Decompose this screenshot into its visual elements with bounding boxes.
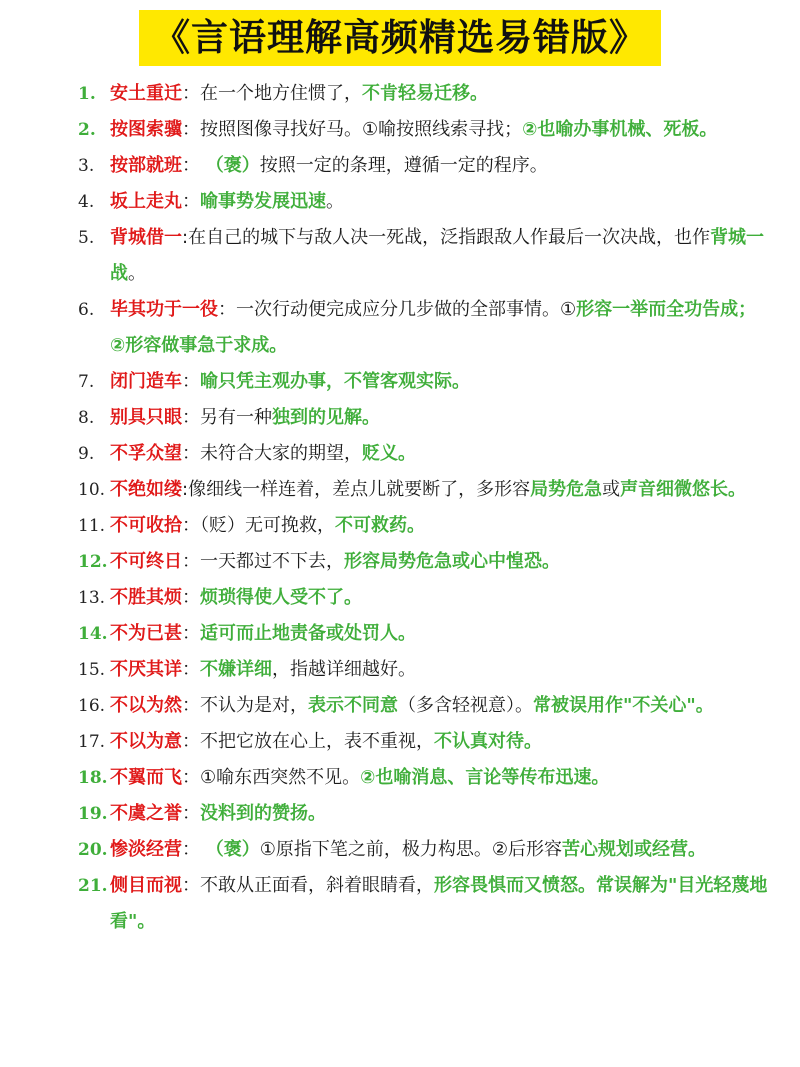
item-number: 6. — [78, 300, 95, 320]
list-item — [78, 688, 770, 724]
idiom-term: 不绝如缕 — [110, 479, 182, 500]
item-text — [110, 544, 770, 580]
list-item — [78, 760, 770, 796]
item-text — [110, 688, 770, 724]
item-text — [110, 184, 770, 220]
definition-text: ： — [182, 587, 200, 608]
idiom-term: 侧目而视 — [110, 875, 182, 896]
item-text — [110, 652, 770, 688]
highlight-text: （褒） — [205, 155, 260, 176]
item-number: 8. — [78, 408, 95, 428]
highlight-text: 喻只凭主观办事，不管客观实际。 — [200, 371, 470, 392]
idiom-term: 不虞之誉 — [110, 803, 182, 824]
idiom-term: 不翼而飞 — [110, 767, 182, 788]
idiom-term: 不孚众望 — [110, 443, 182, 464]
definition-text: ： — [182, 839, 206, 860]
item-number: 1. — [78, 84, 96, 104]
definition-text: ：（贬）无可挽救， — [182, 515, 335, 536]
idiom-term: 坂上走丸 — [110, 191, 182, 212]
idiom-term: 不可收拾 — [110, 515, 182, 536]
idiom-term: 惨淡经营 — [110, 839, 182, 860]
list-item — [78, 544, 770, 580]
highlight-text: 形容一举而全功告成；②形容做事急于求成。 — [110, 299, 757, 356]
list-item — [78, 184, 770, 220]
list-item — [78, 112, 770, 148]
item-text — [110, 508, 770, 544]
idiom-term: 毕其功于一役 — [110, 299, 218, 320]
highlight-text: 贬义。 — [362, 443, 416, 464]
highlight-text: 背城一战 — [110, 227, 765, 284]
highlight-text: 不认真对待。 — [434, 731, 542, 752]
list-item — [78, 76, 770, 112]
highlight-text: 喻事势发展迅速 — [200, 191, 326, 212]
item-number: 4. — [78, 192, 95, 212]
highlight-text: 声音细微悠长。 — [620, 479, 747, 500]
list-item — [78, 652, 770, 688]
highlight-text: 苦心规划或经营。 — [562, 839, 707, 860]
item-number: 16. — [78, 696, 106, 716]
item-number: 2. — [78, 120, 96, 140]
item-number: 21. — [78, 876, 108, 896]
definition-text: （多含轻视意）。 — [398, 695, 533, 716]
item-text — [110, 112, 770, 148]
definition-text: ：不把它放在心上，表不重视， — [182, 731, 434, 752]
highlight-text: 适可而止地责备或处罚人。 — [200, 623, 416, 644]
definition-text: ：不认为是对， — [182, 695, 308, 716]
idiom-term: 闭门造车 — [110, 371, 182, 392]
highlight-text: 形容局势危急或心中惶恐。 — [344, 551, 560, 572]
item-number: 10. — [78, 480, 106, 500]
highlight-text: 常被误用作"不关心"。 — [533, 695, 714, 716]
idiom-term: 按图索骥 — [110, 119, 182, 140]
definition-text: 。 — [326, 191, 344, 212]
definition-text: ：按照图像寻找好马。①喻按照线索寻找； — [182, 119, 523, 140]
idiom-term: 背城借一 — [110, 227, 182, 248]
definition-text: ①原指下笔之前，极力构思。②后形容 — [259, 839, 563, 860]
item-number: 13. — [78, 588, 106, 608]
definition-text: ，指越详细越好。 — [272, 659, 416, 680]
item-number: 18. — [78, 768, 108, 788]
definition-text: ： — [182, 623, 200, 644]
definition-text: ： — [182, 155, 206, 176]
item-text — [110, 472, 770, 508]
item-text — [110, 220, 770, 292]
item-number: 9. — [78, 444, 95, 464]
definition-text: ：①喻东西突然不见。 — [182, 767, 361, 788]
definition-text: :在自己的城下与敌人决一死战，泛指跟敌人作最后一次决战，也作 — [182, 227, 711, 248]
highlight-text: 表示不同意 — [308, 695, 398, 716]
item-text — [110, 760, 770, 796]
highlight-text: 没料到的赞扬。 — [200, 803, 326, 824]
highlight-text: 独到的见解。 — [272, 407, 380, 428]
item-number: 5. — [78, 228, 95, 248]
item-text — [110, 580, 770, 616]
item-text — [110, 832, 770, 868]
page-title: 《言语理解高频精选易错版》 — [139, 10, 661, 66]
idiom-list — [0, 76, 800, 940]
list-item — [78, 292, 770, 364]
idiom-term: 不厌其详 — [110, 659, 182, 680]
list-item — [78, 400, 770, 436]
definition-text: ：一天都过不下去， — [182, 551, 344, 572]
highlight-text: 局势危急 — [530, 479, 603, 500]
list-item — [78, 616, 770, 652]
list-item — [78, 364, 770, 400]
highlight-text: 不可救药。 — [335, 515, 425, 536]
highlight-text: 不肯轻易迁移。 — [362, 83, 488, 104]
idiom-term: 不为已甚 — [110, 623, 182, 644]
highlight-text: 形容畏惧而又愤怒。常误解为"目光轻蔑地看"。 — [110, 875, 768, 932]
definition-text: ：在一个地方住惯了， — [182, 83, 362, 104]
highlight-text: ②也喻办事机械、死板。 — [522, 119, 718, 140]
item-number: 3. — [78, 156, 95, 176]
item-text — [110, 868, 770, 940]
definition-text: ：不敢从正面看，斜着眼睛看， — [182, 875, 434, 896]
list-item — [78, 580, 770, 616]
list-item — [78, 868, 770, 940]
item-number: 7. — [78, 372, 95, 392]
list-item — [78, 832, 770, 868]
item-number: 11. — [78, 516, 106, 536]
title-wrap — [0, 0, 800, 70]
definition-text: ：一次行动便完成应分几步做的全部事情。① — [218, 299, 577, 320]
definition-text: :像细线一样连着，差点儿就要断了，多形容 — [182, 479, 531, 500]
list-item — [78, 472, 770, 508]
list-item — [78, 724, 770, 760]
definition-text: ： — [182, 191, 200, 212]
item-text — [110, 292, 770, 364]
item-text — [110, 616, 770, 652]
list-item — [78, 148, 770, 184]
item-number: 14. — [78, 624, 108, 644]
highlight-text: 烦琐得使人受不了。 — [200, 587, 362, 608]
idiom-term: 不可终日 — [110, 551, 182, 572]
idiom-term: 别具只眼 — [110, 407, 182, 428]
list-item — [78, 436, 770, 472]
definition-text: 按照一定的条理，遵循一定的程序。 — [259, 155, 548, 176]
definition-text: ： — [182, 803, 200, 824]
definition-text: 或 — [602, 479, 621, 500]
idiom-term: 按部就班 — [110, 155, 182, 176]
highlight-text: （褒） — [205, 839, 260, 860]
list-item — [78, 220, 770, 292]
item-number: 20. — [78, 840, 108, 860]
item-text — [110, 796, 770, 832]
list-item — [78, 796, 770, 832]
item-text — [110, 364, 770, 400]
item-text — [110, 724, 770, 760]
idiom-term: 不以为意 — [110, 731, 182, 752]
idiom-term: 不以为然 — [110, 695, 182, 716]
definition-text: ：未符合大家的期望， — [182, 443, 362, 464]
item-text — [110, 436, 770, 472]
definition-text: ： — [182, 371, 200, 392]
highlight-text: 不嫌详细 — [200, 659, 272, 680]
highlight-text: ②也喻消息、言论等传布迅速。 — [360, 767, 610, 788]
item-text — [110, 76, 770, 112]
list-item — [78, 508, 770, 544]
item-number: 12. — [78, 552, 108, 572]
item-text — [110, 400, 770, 436]
item-number: 15. — [78, 660, 106, 680]
definition-text: ： — [182, 659, 200, 680]
item-number: 17. — [78, 732, 106, 752]
idiom-term: 安土重迁 — [110, 83, 182, 104]
definition-text: 。 — [128, 263, 146, 284]
item-text — [110, 148, 770, 184]
definition-text: ：另有一种 — [182, 407, 272, 428]
item-number: 19. — [78, 804, 108, 824]
idiom-term: 不胜其烦 — [110, 587, 182, 608]
